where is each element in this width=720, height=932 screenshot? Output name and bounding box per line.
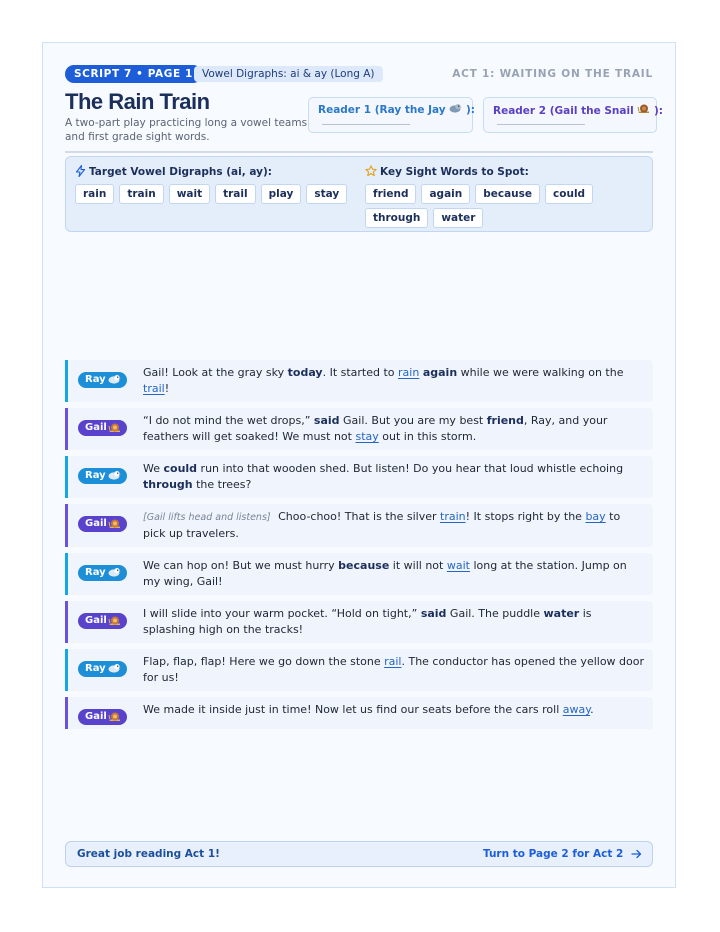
script-line: [65, 504, 653, 547]
speaker-name: Ray: [85, 470, 106, 481]
reader-2-name-line[interactable]: [497, 124, 585, 125]
digraph-word-highlight: rail: [384, 655, 402, 668]
snail-icon: [108, 615, 121, 632]
dialogue-text: [143, 461, 645, 493]
speaker-name: Gail: [85, 422, 107, 433]
bird-icon: [108, 567, 121, 583]
dialogue-segment: We can hop on! But we must hurry: [143, 559, 339, 572]
dialogue-text: [143, 702, 645, 718]
snail-icon: [108, 711, 121, 728]
topic-tag: Vowel Digraphs: ai & ay (Long A): [194, 66, 383, 82]
next-page-link[interactable]: [483, 842, 642, 866]
script-page: [42, 42, 676, 888]
sight-word-again: again: [421, 184, 470, 204]
sight-word-could: could: [545, 184, 593, 204]
dialogue-text: [143, 509, 645, 542]
speaker-badge-ray: [78, 661, 127, 677]
digraph-word-stay: stay: [306, 184, 347, 204]
bird-icon: [108, 470, 121, 486]
sight-words-column: [365, 165, 650, 228]
dialogue-segment: Gail. But you are my best: [339, 414, 487, 427]
sight-word-friend: friend: [365, 184, 416, 204]
stage-direction: [Gail lifts head and listens]: [143, 512, 271, 523]
sight-word-highlight: said: [313, 414, 340, 427]
footer-message: Great job reading Act 1!: [77, 848, 220, 860]
digraph-word-wait: wait: [169, 184, 210, 204]
sight-word-water: water: [433, 208, 483, 228]
dialogue-segment: out in this storm.: [378, 430, 477, 443]
speaker-badge-ray: [78, 565, 127, 581]
digraph-word-highlight: rain: [398, 366, 420, 379]
sight-word-through: through: [365, 208, 428, 228]
speaker-badge-gail: [78, 420, 127, 436]
dialogue-segment: , Ray, and your feathers will get soaked! We must not: [143, 414, 608, 443]
reader-1-box: [308, 97, 473, 133]
dialogue-segment: while we were walking on the: [457, 366, 624, 379]
speaker-name: Gail: [85, 518, 107, 529]
dialogue-text: [143, 606, 645, 638]
dialogue-segment: to pick up travelers.: [143, 510, 621, 540]
speaker-name: Ray: [85, 374, 106, 385]
footer-bar: [65, 841, 653, 867]
digraph-word-list: [75, 184, 355, 204]
reader-2-box: [483, 97, 663, 133]
dialogue-segment: it will not: [389, 559, 447, 572]
digraph-word-highlight: bay: [585, 510, 606, 523]
bird-icon: [108, 374, 121, 390]
snail-icon: [108, 518, 121, 535]
sight-word-highlight: because: [338, 559, 390, 572]
dialogue-text: [143, 654, 645, 686]
digraph-word-train: train: [119, 184, 163, 204]
reader-1-name-line[interactable]: [322, 124, 410, 125]
sight-word-highlight: through: [143, 478, 193, 491]
act-label: ACT 1: WAITING ON THE TRAIL: [452, 68, 653, 80]
dialogue-segment: .: [590, 703, 594, 716]
dialogue-segment: I will slide into your warm pocket. “Hold on tight,”: [143, 607, 421, 620]
sight-word-highlight: could: [163, 462, 198, 475]
digraph-word-trail: trail: [215, 184, 255, 204]
header-row: [65, 65, 653, 83]
sight-word-because: because: [475, 184, 540, 204]
dialogue-segment: Choo-choo! That is the silver: [274, 510, 441, 523]
page-subtitle: A two-part play practicing long a vowel teams and first grade sight words.: [65, 117, 308, 143]
script-page-badge: SCRIPT 7 • PAGE 1: [65, 65, 202, 83]
sight-word-highlight: today: [287, 366, 323, 379]
lightning-icon: [75, 165, 86, 177]
script-line: [65, 553, 653, 595]
reader-1-label: Reader 1 (Ray the Jay: [318, 104, 446, 116]
snail-icon: [108, 422, 121, 439]
dialogue-segment: the trees?: [192, 478, 252, 491]
script-line: [65, 601, 653, 643]
reader-2-label: Reader 2 (Gail the Snail: [493, 105, 634, 117]
sight-word-highlight: water: [543, 607, 580, 620]
snail-icon: [637, 103, 650, 114]
script-line: [65, 697, 653, 729]
target-words-box: [65, 156, 653, 232]
dialogue-text: [143, 413, 645, 445]
header-divider: [65, 151, 653, 153]
digraph-word-play: play: [261, 184, 302, 204]
speaker-name: Ray: [85, 567, 106, 578]
dialogue-segment: !: [164, 382, 170, 395]
star-icon: [365, 165, 377, 177]
sight-word-highlight: friend: [486, 414, 524, 427]
dialogue-segment: long at the station. Jump on my wing, Gail!: [143, 559, 627, 588]
reader-1-suffix: ):: [465, 104, 475, 116]
script-line: [65, 456, 653, 498]
speaker-badge-gail: [78, 709, 127, 725]
reader-2-suffix: ):: [654, 105, 663, 117]
script-line: [65, 649, 653, 691]
digraph-word-highlight: wait: [446, 559, 470, 572]
script-lines: [65, 360, 653, 735]
dialogue-segment: We made it inside just in time! Now let us find our seats before the cars roll: [143, 703, 563, 716]
digraph-word-highlight: trail: [143, 382, 165, 395]
digraphs-heading: Target Vowel Digraphs (ai, ay):: [89, 166, 272, 178]
digraph-word-rain: rain: [75, 184, 114, 204]
dialogue-text: [143, 558, 645, 590]
page-title: The Rain Train: [65, 89, 210, 114]
script-line: [65, 408, 653, 450]
next-page-label: Turn to Page 2 for Act 2: [482, 848, 624, 860]
speaker-badge-ray: [78, 468, 127, 484]
dialogue-segment: run into that wooden shed. But listen! Do you hear that loud whistle echoing: [197, 462, 624, 475]
speaker-name: Gail: [85, 711, 107, 722]
bird-icon: [108, 663, 121, 679]
dialogue-segment: Gail! Look at the gray sky: [143, 366, 288, 379]
speaker-badge-gail: [78, 516, 127, 532]
digraph-word-highlight: away: [562, 703, 591, 716]
arrow-right-icon: [631, 849, 642, 859]
speaker-badge-gail: [78, 613, 127, 629]
bird-icon: [449, 103, 462, 113]
digraph-word-highlight: stay: [355, 430, 379, 443]
speaker-badge-ray: [78, 372, 127, 388]
dialogue-segment: Gail. The puddle: [446, 607, 544, 620]
sight-word-highlight: said: [420, 607, 447, 620]
sight-heading: Key Sight Words to Spot:: [380, 166, 529, 178]
dialogue-segment: is splashing high on the tracks!: [143, 607, 592, 636]
dialogue-segment: We: [143, 462, 164, 475]
digraph-word-highlight: train: [440, 510, 466, 523]
sight-word-highlight: again: [422, 366, 458, 379]
dialogue-segment: Flap, flap, flap! Here we go down the stone: [143, 655, 385, 668]
sight-word-list: [365, 184, 650, 228]
dialogue-segment: “I do not mind the wet drops,”: [143, 414, 314, 427]
script-line: [65, 360, 653, 402]
dialogue-text: [143, 365, 645, 397]
dialogue-segment: . It started to: [322, 366, 399, 379]
dialogue-segment: . The conductor has opened the yellow door for us!: [143, 655, 645, 684]
speaker-name: Ray: [85, 663, 106, 674]
digraph-words-column: [75, 165, 355, 204]
speaker-name: Gail: [85, 615, 107, 626]
dialogue-segment: ! It stops right by the: [465, 510, 586, 523]
